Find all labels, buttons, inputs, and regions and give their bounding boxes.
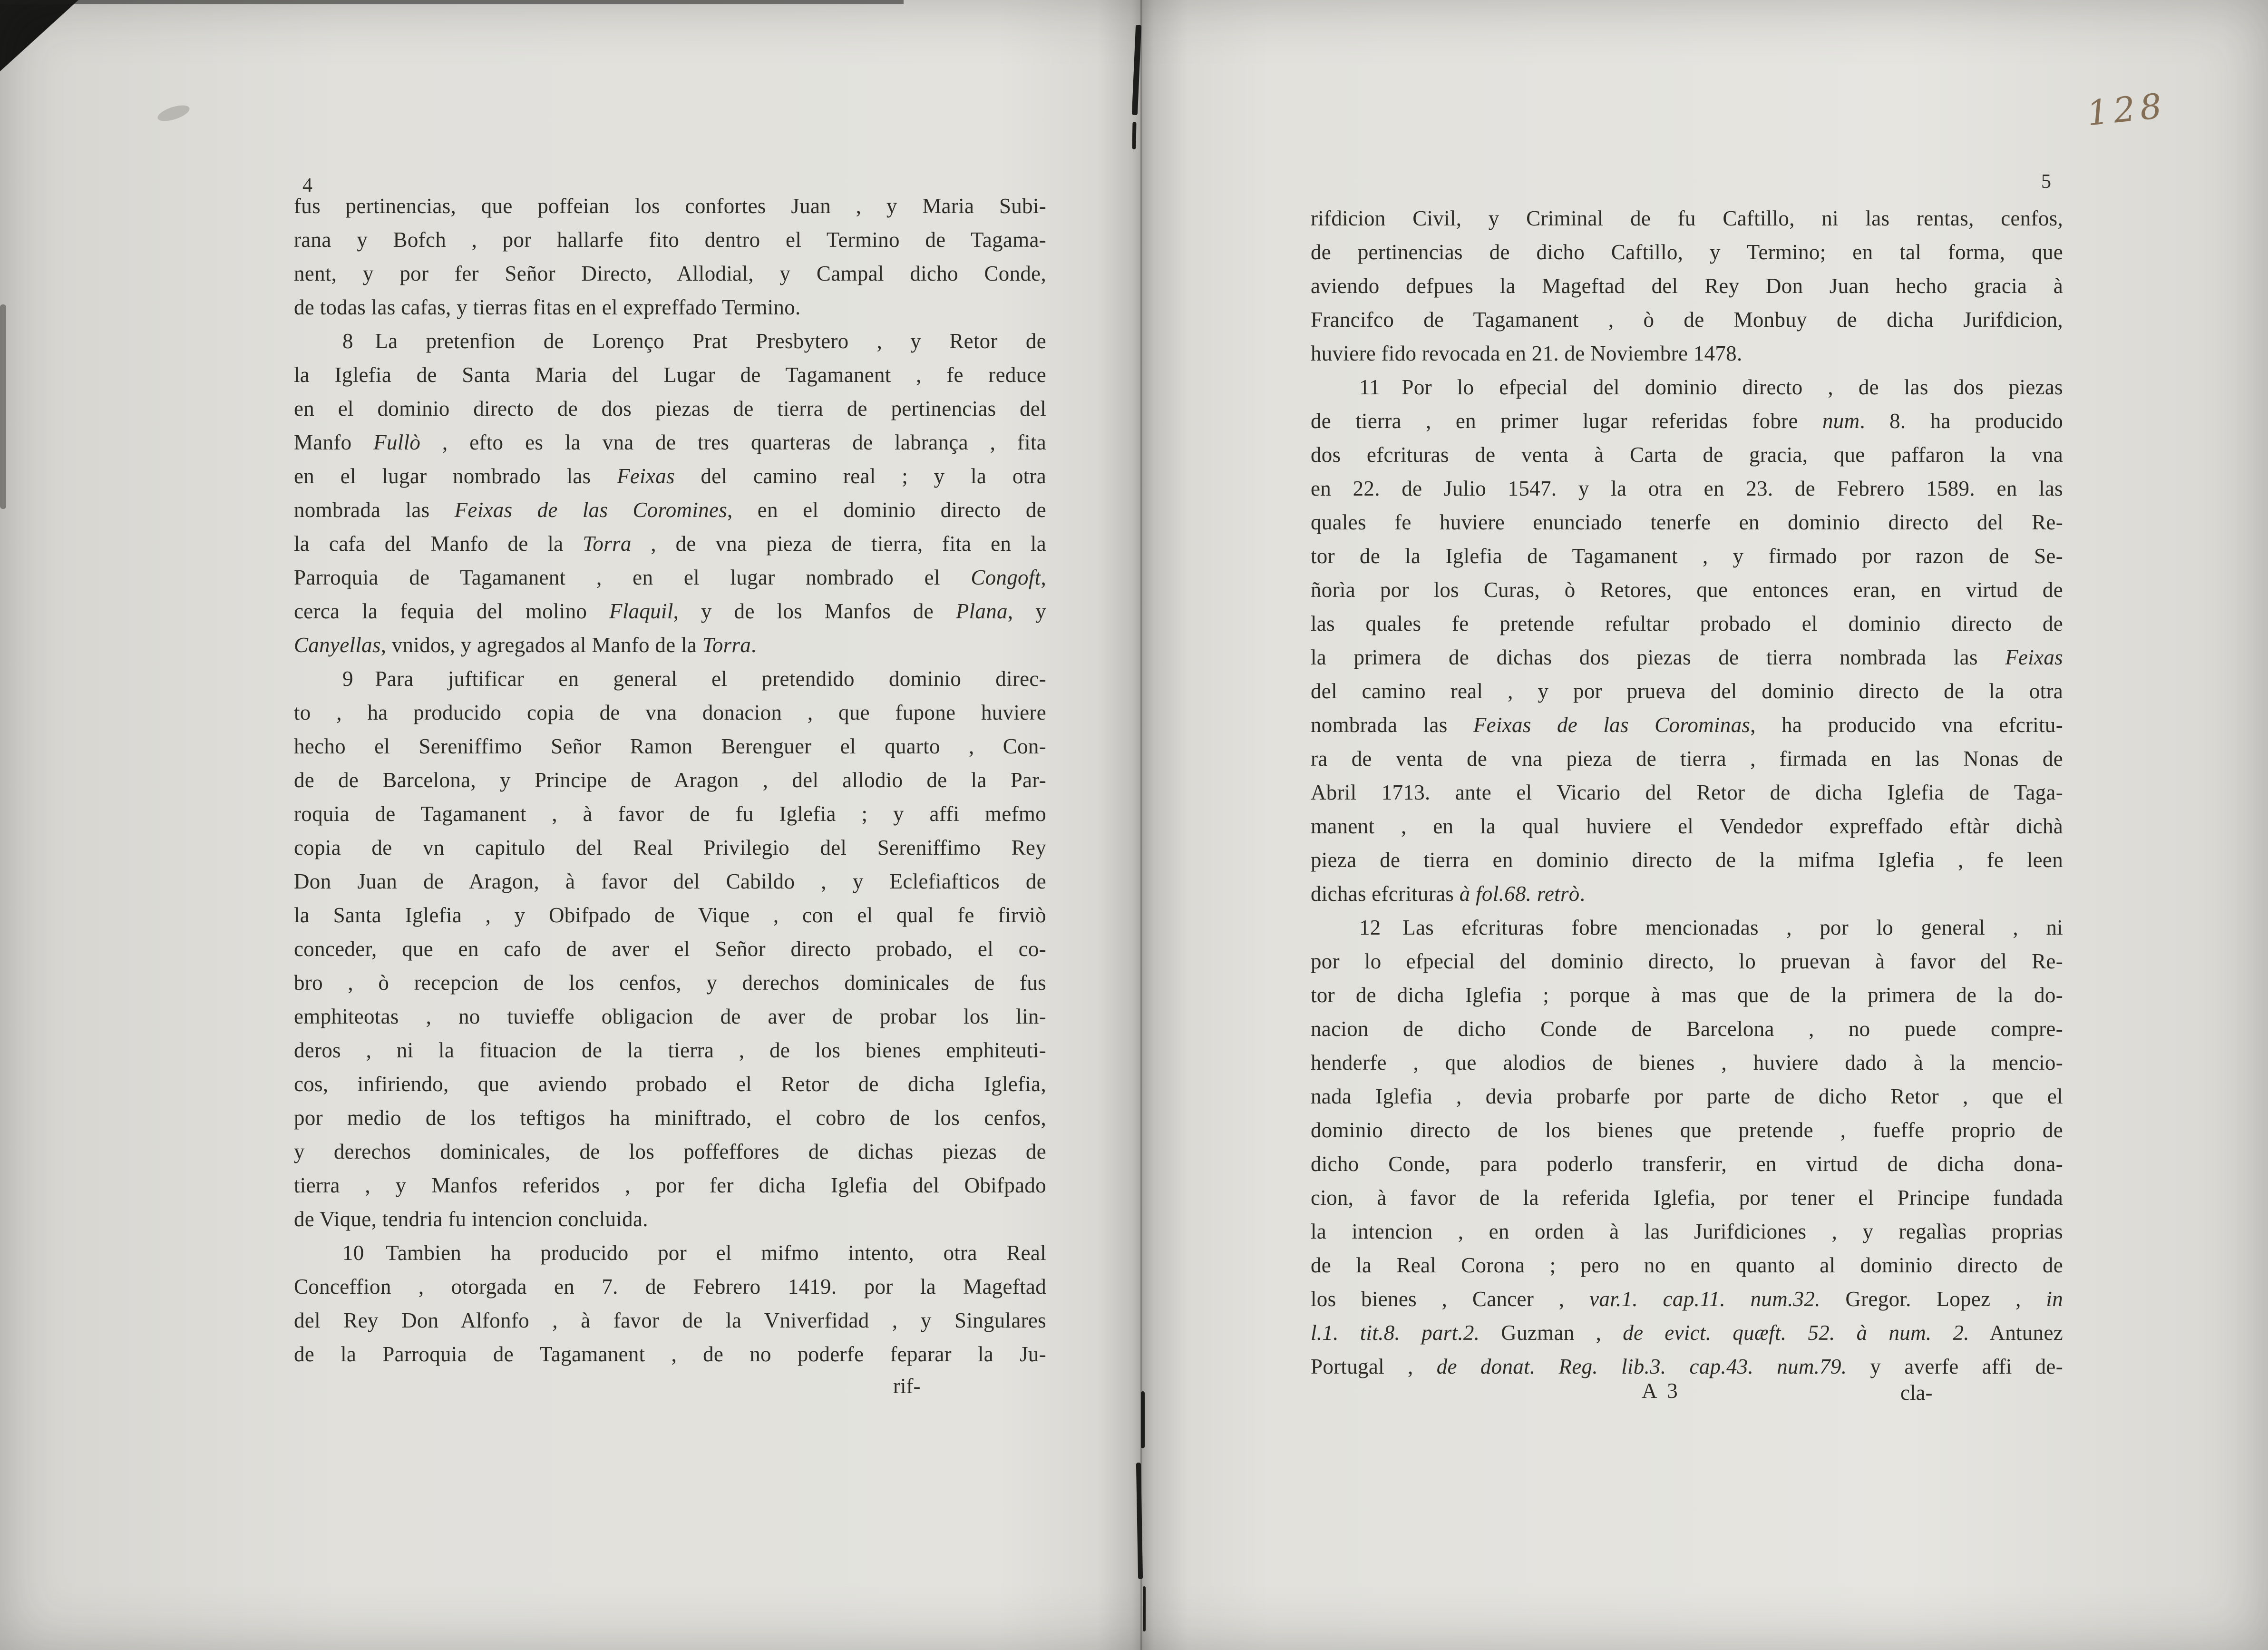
text-line: 11 Por lo efpecial del dominio directo , de las dos piezas xyxy=(1359,375,2063,399)
text-line: nent, y por fer Señor Directo, Allodial, y Campal dicho Conde, xyxy=(294,262,1046,285)
text-line: fus pertinencias, que poffeian los confortes Juan , y Maria Subi- xyxy=(294,194,1046,218)
text-line: ñorìa por los Curas, ò Retores, que entonces eran, en virtud de xyxy=(1311,578,2063,602)
italic-text: Feixas xyxy=(617,464,675,488)
text-line: rifdicion Civil, y Criminal de fu Caftillo, ni las rentas, cenfos, xyxy=(1311,206,2063,230)
text-line: de pertinencias de dicho Caftillo, y Termino; en tal forma, que xyxy=(1311,240,2063,264)
italic-text: Plana xyxy=(955,599,1008,623)
gutter-ink-streak xyxy=(1132,122,1136,149)
text-line: dos efcrituras de venta à Carta de gracia, que paffaron la vna xyxy=(1311,443,2063,467)
scan-edge-smudge xyxy=(0,304,6,509)
text-line: en 22. de Julio 1547. y la otra en 23. de Febrero 1589. en las xyxy=(1311,477,2063,500)
italic-text: Congoft xyxy=(971,566,1041,589)
text-line: y derechos dominicales, de los poffeffores de dichas piezas de xyxy=(294,1140,1046,1163)
text-line: nada Iglefia , devia probarfe por parte de dicho Retor , que el xyxy=(1311,1084,2063,1108)
text-line: roquia de Tagamanent , à favor de fu Iglefia ; y affi mefmo xyxy=(294,802,1046,826)
text-line: 8 La pretenfion de Lorenço Prat Presbytero , y Retor de xyxy=(342,329,1046,353)
text-line: de Vique, tendria fu intencion concluida. xyxy=(294,1207,648,1231)
text-line: 9 Para juftificar en general el pretendido dominio direc- xyxy=(342,667,1046,691)
text-line: nombrada las Feixas de las Corominas, ha producido vna efcritu- xyxy=(1311,713,2063,737)
italic-text: Canyellas xyxy=(294,633,381,657)
text-line: tor de dicha Iglefia ; porque à mas que de la primera de la do- xyxy=(1311,983,2063,1007)
text-line: dominio directo de los bienes que pretende , fueffe proprio de xyxy=(1311,1118,2063,1142)
pencil-smudge xyxy=(156,102,192,124)
left-page-catchword: rif- xyxy=(893,1374,921,1398)
text-line: la intencion , en orden à las Jurifdiciones , y regalìas proprias xyxy=(1311,1220,2063,1243)
paragraph xyxy=(1311,911,2063,1384)
italic-text: num xyxy=(1822,409,1860,433)
text-line: nacion de dicho Conde de Barcelona , no puede compre- xyxy=(1311,1017,2063,1041)
paragraph xyxy=(294,324,1046,662)
italic-text: Fullò xyxy=(373,430,421,454)
text-line: la Iglefia de Santa Maria del Lugar de Tagamanent , fe reduce xyxy=(294,363,1046,387)
text-line: por lo efpecial del dominio directo, lo pruevan à favor del Re- xyxy=(1311,949,2063,973)
italic-text: Torra xyxy=(583,532,632,556)
right-page-catchword: cla- xyxy=(1900,1381,1933,1405)
text-line: 12 Las efcrituras fobre mencionadas , por lo general , ni xyxy=(1359,916,2063,939)
text-line: nombrada las Feixas de las Coromines, en el dominio directo de xyxy=(294,498,1046,522)
text-line: copia de vn capitulo del Real Privilegio del Sereniffimo Rey xyxy=(294,836,1046,859)
text-line: deros , ni la fituacion de la tierra , de los bienes emphiteuti- xyxy=(294,1038,1046,1062)
italic-text: Feixas de las Coromines xyxy=(454,498,728,522)
text-line: huviere fido revocada en 21. de Noviembre 1478. xyxy=(1311,342,1742,365)
text-line: en el lugar nombrado las Feixas del camino real ; y la otra xyxy=(294,464,1046,488)
italic-text: Torra xyxy=(702,633,751,657)
text-line: Canyellas, vnidos, y agregados al Manfo de la Torra. xyxy=(294,633,757,657)
text-line: hecho el Sereniffimo Señor Ramon Berenguer el quarto , Con- xyxy=(294,734,1046,758)
text-line: conceder, que en cafo de aver el Señor directo probado, el co- xyxy=(294,937,1046,961)
gutter-ink-streak xyxy=(1141,1391,1145,1448)
text-line: ra de venta de vna pieza de tierra , firmada en las Nonas de xyxy=(1311,747,2063,771)
text-line: en el dominio directo de dos piezas de tierra de pertinencias del xyxy=(294,397,1046,420)
text-line: manent , en la qual huviere el Vendedor expreffado eftàr dichà xyxy=(1311,814,2063,838)
italic-text: Flaquil xyxy=(609,599,673,623)
text-line: Don Juan de Aragon, à favor del Cabildo , y Eclefiafticos de xyxy=(294,869,1046,893)
text-line: Abril 1713. ante el Vicario del Retor de dicha Iglefia de Taga- xyxy=(1311,781,2063,804)
text-line: quales fe huviere enunciado tenerfe en dominio directo del Re- xyxy=(1311,510,2063,534)
text-line: emphiteotas , no tuvieffe obligacion de aver de probar los lin- xyxy=(294,1005,1046,1028)
text-line: bro , ò recepcion de los cenfos, y derechos dominicales de fus xyxy=(294,971,1046,995)
gathering-signature-mark: A 3 xyxy=(1642,1379,1681,1403)
text-line: por medio de los teftigos ha miniftrado, el cobro de los cenfos, xyxy=(294,1106,1046,1130)
text-line: del Rey Don Alfonfo , à favor de la Vniverfidad , y Singulares xyxy=(294,1308,1046,1332)
text-line: la cafa del Manfo de la Torra , de vna pieza de tierra, fita en la xyxy=(294,532,1046,556)
italic-text: l.1. tit.8. part.2. xyxy=(1311,1321,1480,1345)
text-line: Francifco de Tagamanent , ò de Monbuy de dicha Jurifdicion, xyxy=(1311,308,2063,332)
paragraph xyxy=(294,189,1046,324)
right-page-number: 5 xyxy=(2041,171,2051,193)
paragraph xyxy=(294,662,1046,1236)
text-line: to , ha producido copia de vna donacion , que fupone huviere xyxy=(294,701,1046,724)
italic-text: Feixas xyxy=(2005,645,2063,669)
text-line: tor de la Iglefia de Tagamanent , y firmado por razon de Se- xyxy=(1311,544,2063,568)
text-line: Conceffion , otorgada en 7. de Febrero 1419. por la Mageftad xyxy=(294,1275,1046,1299)
paragraph xyxy=(1311,202,2063,371)
text-line: de la Real Corona ; pero no en quanto al dominio directo de xyxy=(1311,1253,2063,1277)
paragraph xyxy=(294,1236,1046,1371)
text-line: l.1. tit.8. part.2. Guzman , de evict. quæft. 52. à num. 2. Antunez xyxy=(1311,1321,2063,1345)
italic-text: de evict. quæft. 52. à num. 2. xyxy=(1623,1321,1969,1345)
handwritten-folio-number: 128 xyxy=(2085,85,2169,134)
text-line: cos, infiriendo, que aviendo probado el Retor de dicha Iglefia, xyxy=(294,1072,1046,1096)
text-line: Manfo Fullò , efto es la vna de tres quarteras de labrança , fita xyxy=(294,430,1046,454)
italic-text: var.1. cap.11. num.32. xyxy=(1589,1287,1820,1311)
text-line: de la Parroquia de Tagamanent , de no poderfe feparar la Ju- xyxy=(294,1342,1046,1366)
italic-text: à fol.68. retrò xyxy=(1459,882,1580,906)
text-line: Portugal , de donat. Reg. lib.3. cap.43. num.79. y averfe affi de- xyxy=(1311,1355,2063,1378)
scan-corner-artifact xyxy=(0,0,78,71)
text-line: rana y Bofch , por hallarfe fito dentro el Termino de Tagama- xyxy=(294,228,1046,252)
text-line: del camino real , y por prueva del dominio directo de la otra xyxy=(1311,679,2063,703)
left-page-text-block xyxy=(294,189,1046,1371)
text-line: de tierra , en primer lugar referidas fobre num. 8. ha producido xyxy=(1311,409,2063,433)
scan-edge-artifact xyxy=(0,0,904,4)
text-line: de todas las cafas, y tierras fitas en el expreffado Termino. xyxy=(294,295,801,319)
text-line: tierra , y Manfos referidos , por fer dicha Iglefia del Obifpado xyxy=(294,1173,1046,1197)
text-line: la primera de dichas dos piezas de tierra nombrada las Feixas xyxy=(1311,645,2063,669)
left-page-number: 4 xyxy=(302,175,312,196)
text-line: pieza de tierra en dominio directo de la mifma Iglefia , fe leen xyxy=(1311,848,2063,872)
text-line: la Santa Iglefia , y Obifpado de Vique , con el qual fe firviò xyxy=(294,903,1046,927)
italic-text: de donat. Reg. lib.3. cap.43. num.79. xyxy=(1436,1355,1847,1378)
text-line: las quales fe pretende refultar probado el dominio directo de xyxy=(1311,612,2063,635)
text-line: de de Barcelona, y Principe de Aragon , del allodio de la Par- xyxy=(294,768,1046,792)
text-line: 10 Tambien ha producido por el mifmo intento, otra Real xyxy=(342,1241,1046,1265)
text-line: cerca la fequia del molino Flaquil, y de los Manfos de Plana, y xyxy=(294,599,1046,623)
italic-text: in xyxy=(2046,1287,2063,1311)
italic-text: Feixas de las Corominas xyxy=(1473,713,1751,737)
right-page-text-block xyxy=(1311,202,2063,1384)
gutter-ink-streak xyxy=(1143,1586,1146,1631)
text-line: dicho Conde, para poderlo transferir, en virtud de dicha dona- xyxy=(1311,1152,2063,1176)
text-line: henderfe , que alodios de bienes , huviere dado à la mencio- xyxy=(1311,1051,2063,1074)
text-line: cion, à favor de la referida Iglefia, por tener el Principe fundada xyxy=(1311,1186,2063,1210)
text-line: aviendo defpues la Mageftad del Rey Don Juan hecho gracia à xyxy=(1311,274,2063,298)
text-line: Parroquia de Tagamanent , en el lugar nombrado el Congoft, xyxy=(294,566,1046,589)
text-line: dichas efcrituras à fol.68. retrò. xyxy=(1311,882,1586,906)
paragraph xyxy=(1311,371,2063,911)
text-line: los bienes , Cancer , var.1. cap.11. num.32. Gregor. Lopez , in xyxy=(1311,1287,2063,1311)
